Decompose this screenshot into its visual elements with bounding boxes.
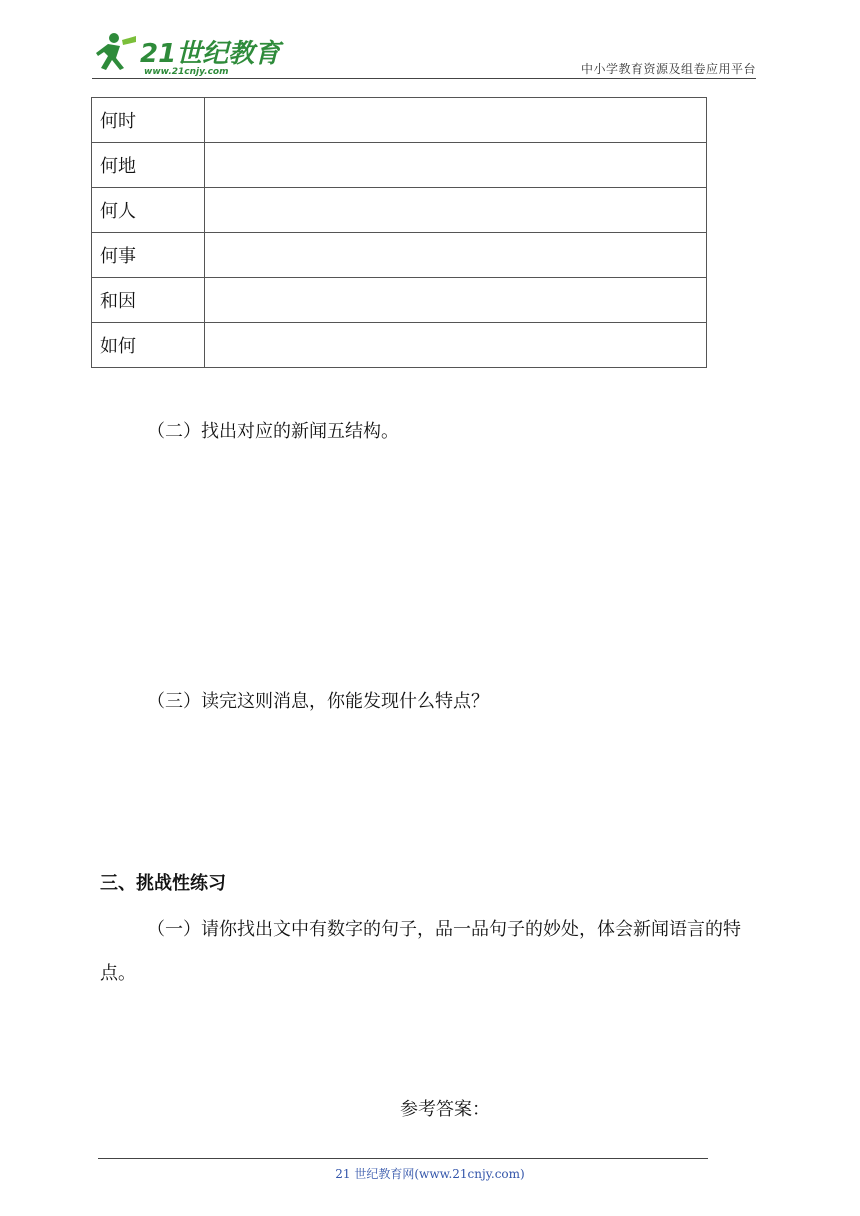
- row-label: 何时: [92, 98, 205, 143]
- table-row: [92, 143, 707, 188]
- runner-icon: [96, 33, 136, 70]
- answer-heading: 参考答案：: [400, 1099, 490, 1120]
- row-label: 和因: [92, 278, 205, 323]
- table-row: [92, 233, 707, 278]
- footer-text: 21 世纪教育网(www.21cnjy.com): [335, 1167, 525, 1181]
- site-logo: [92, 30, 281, 80]
- row-label: 何事: [92, 233, 205, 278]
- question-3: （三）读完这则消息，你能发现什么特点？: [147, 691, 489, 712]
- footer-divider: [98, 1158, 708, 1159]
- row-answer-cell[interactable]: [205, 188, 707, 233]
- news-elements-table: [91, 97, 707, 368]
- row-answer-cell[interactable]: [205, 143, 707, 188]
- section-title: 三、挑战性练习: [100, 873, 226, 894]
- table-row: [92, 323, 707, 368]
- row-answer-cell[interactable]: [205, 98, 707, 143]
- row-answer-cell[interactable]: [205, 278, 707, 323]
- table-row: [92, 278, 707, 323]
- question-2: （二）找出对应的新闻五结构。: [147, 421, 399, 442]
- logo-url: www.21cnjy.com: [144, 67, 229, 77]
- row-label: 何人: [92, 188, 205, 233]
- table-row: [92, 188, 707, 233]
- challenge-question-1: （一）请你找出文中有数字的句子，品一品句子的妙处，体会新闻语言的特点。: [100, 919, 741, 984]
- header-divider: [92, 78, 756, 79]
- row-label: 何地: [92, 143, 205, 188]
- header-tagline: 中小学教育资源及组卷应用平台: [580, 62, 756, 76]
- logo-text: 21世纪教育: [140, 39, 281, 69]
- row-label: 如何: [92, 323, 205, 368]
- row-answer-cell[interactable]: [205, 323, 707, 368]
- table-row: [92, 98, 707, 143]
- row-answer-cell[interactable]: [205, 233, 707, 278]
